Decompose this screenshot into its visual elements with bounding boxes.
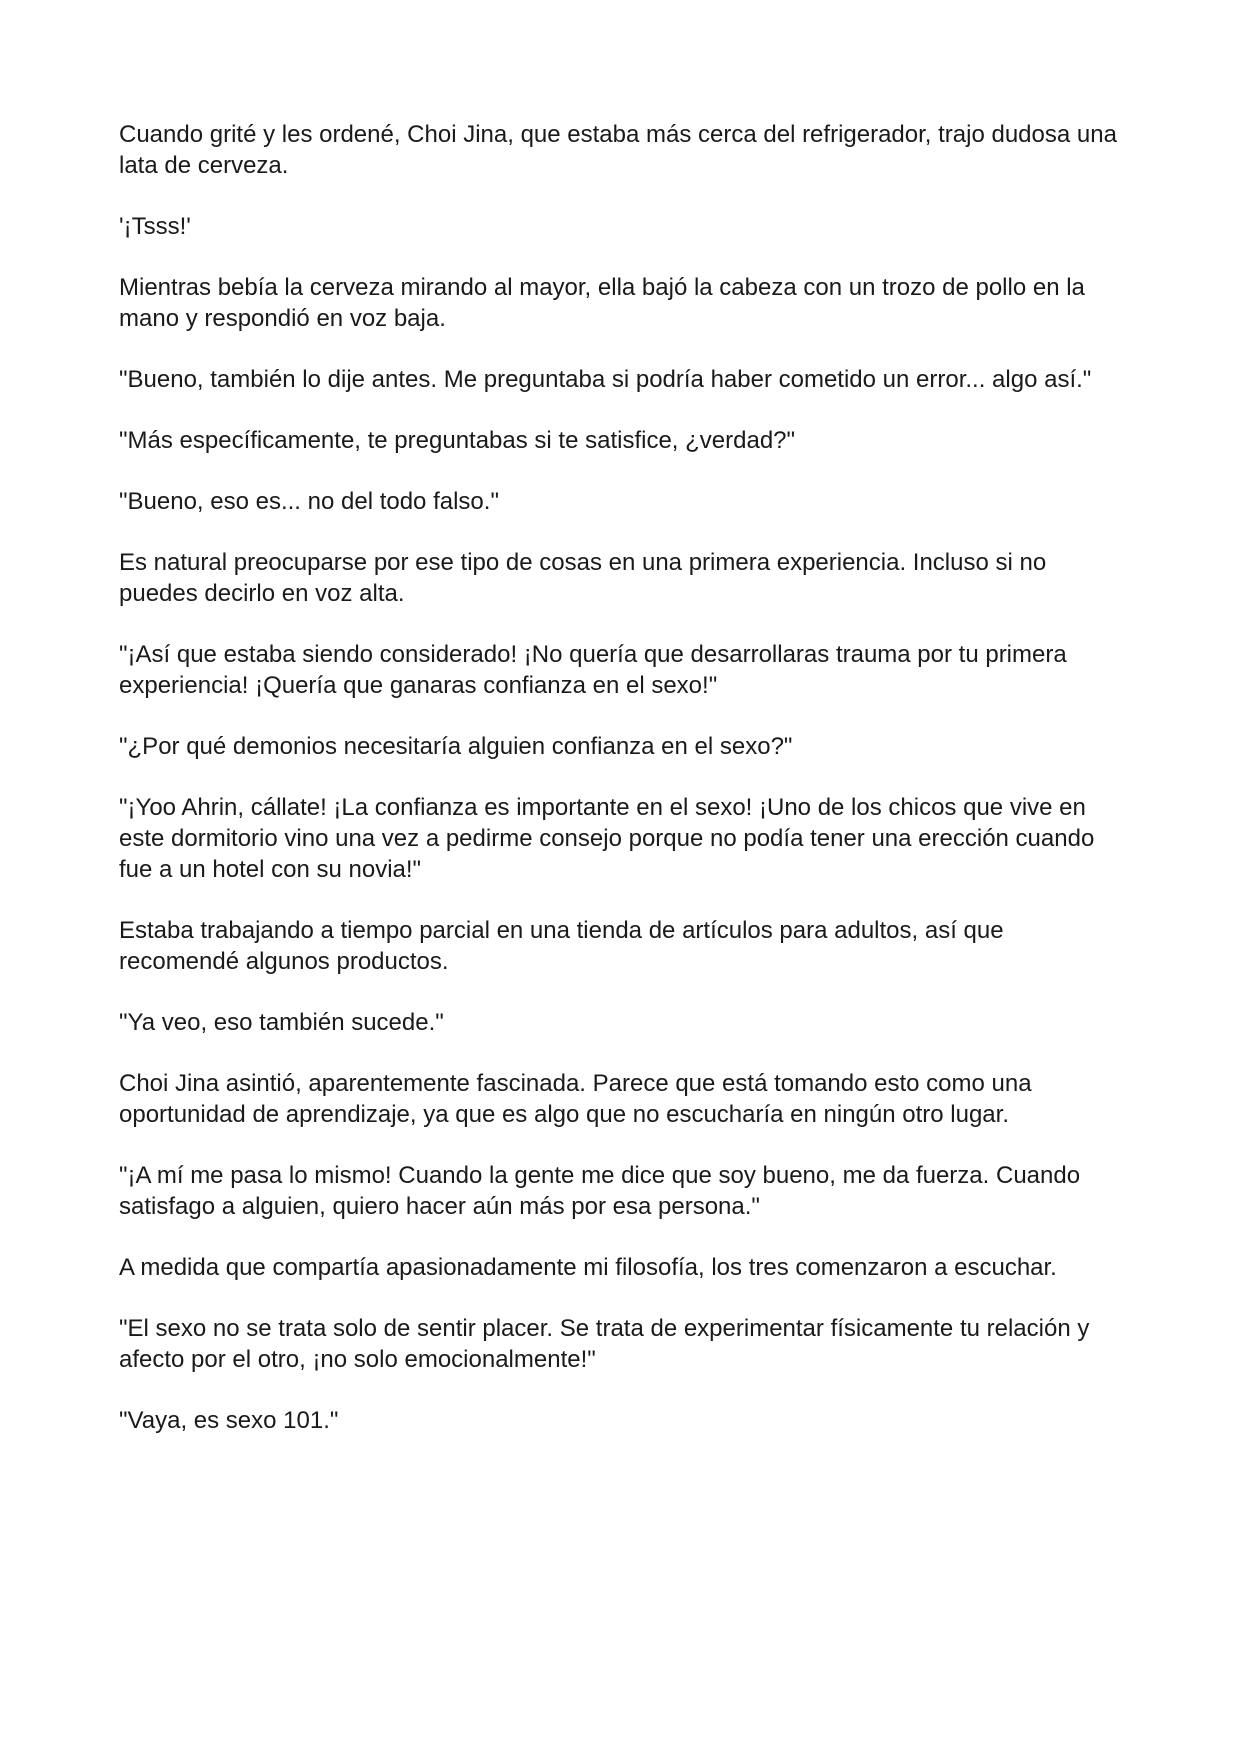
paragraph: Choi Jina asintió, aparentemente fascinada. Parece que está tomando esto como una oportunidad de aprendizaje, ya que es algo que no escucharía en ningún otro lugar. bbox=[119, 1070, 1032, 1128]
paragraph: "Bueno, también lo dije antes. Me preguntaba si podría haber cometido un error... algo así." bbox=[119, 366, 1092, 393]
paragraph: Es natural preocuparse por ese tipo de cosas en una primera experiencia. Incluso si no puedes decirlo en voz alta. bbox=[119, 549, 1047, 607]
paragraph: A medida que compartía apasionadamente mi filosofía, los tres comenzaron a escuchar. bbox=[119, 1254, 1057, 1281]
document-body bbox=[119, 119, 1129, 1466]
paragraph: "El sexo no se trata solo de sentir placer. Se trata de experimentar físicamente tu relación y afecto por el otro, ¡no solo emocionalmente!" bbox=[119, 1315, 1090, 1373]
paragraph: Cuando grité y les ordené, Choi Jina, que estaba más cerca del refrigerador, trajo dudosa una lata de cerveza. bbox=[119, 121, 1117, 179]
paragraph: "Bueno, eso es... no del todo falso." bbox=[119, 488, 499, 515]
paragraph: Mientras bebía la cerveza mirando al mayor, ella bajó la cabeza con un trozo de pollo en la mano y respondió en voz baja. bbox=[119, 274, 1085, 332]
paragraph: "Ya veo, eso también sucede." bbox=[119, 1009, 444, 1036]
paragraph: "¿Por qué demonios necesitaría alguien confianza en el sexo?" bbox=[119, 733, 793, 760]
paragraph: Estaba trabajando a tiempo parcial en una tienda de artículos para adultos, así que recomendé algunos productos. bbox=[119, 917, 1004, 975]
paragraph: '¡Tsss!' bbox=[119, 213, 191, 240]
paragraph: "¡Así que estaba siendo considerado! ¡No quería que desarrollaras trauma por tu primera experiencia! ¡Quería que ganaras confianza en el sexo!" bbox=[119, 641, 1067, 699]
paragraph: "Vaya, es sexo 101." bbox=[119, 1407, 339, 1434]
paragraph: "¡Yoo Ahrin, cállate! ¡La confianza es importante en el sexo! ¡Uno de los chicos que vive en este dormitorio vino una vez a pedirme consejo porque no podía tener una erección cuando fue a un hotel con su novia!" bbox=[119, 794, 1095, 883]
paragraph: "¡A mí me pasa lo mismo! Cuando la gente me dice que soy bueno, me da fuerza. Cuando satisfago a alguien, quiero hacer aún más por esa persona." bbox=[119, 1162, 1081, 1220]
paragraph: "Más específicamente, te preguntabas si te satisfice, ¿verdad?" bbox=[119, 427, 796, 454]
